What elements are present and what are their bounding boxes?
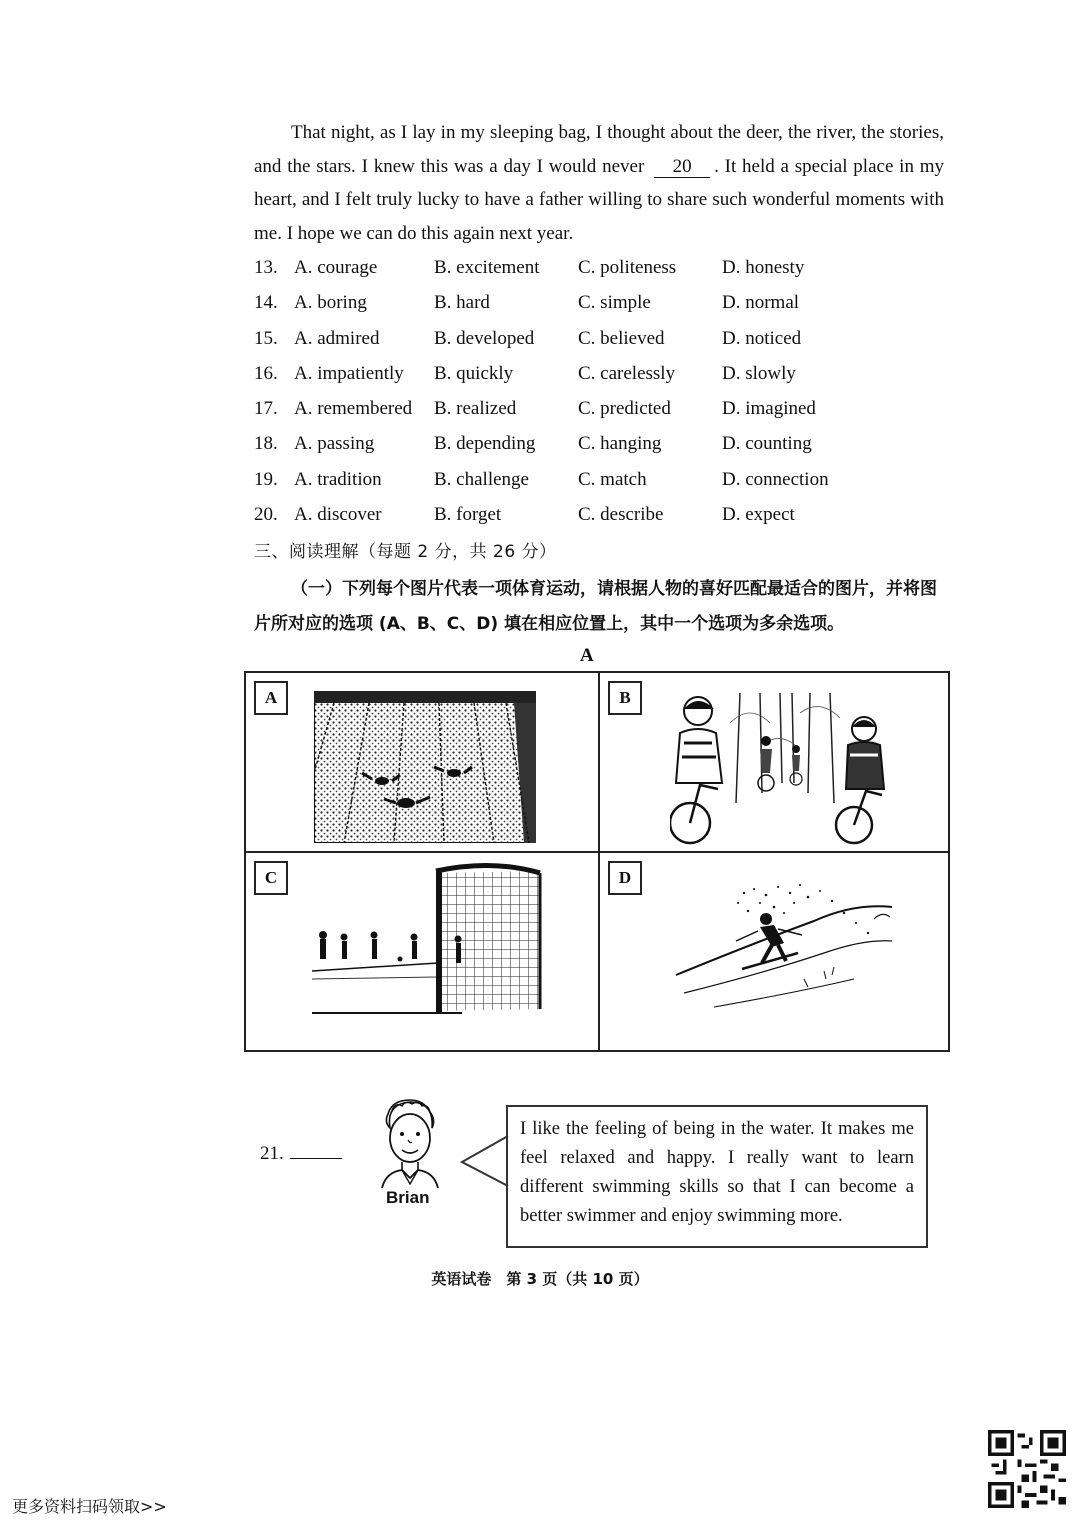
question-21 [260, 1143, 342, 1165]
option-d[interactable]: D. imagined [722, 398, 816, 420]
option-b[interactable]: B. hard [434, 292, 490, 314]
picture-d-label: D [608, 861, 642, 895]
option-b[interactable]: B. depending [434, 433, 536, 455]
option-a[interactable]: A. boring [294, 292, 367, 314]
blank-20: 20 [654, 157, 710, 178]
picture-c-label: C [254, 861, 288, 895]
option-a[interactable]: A. remembered [294, 398, 413, 420]
question-row [254, 429, 954, 464]
instruction-text: （一）下列每个图片代表一项体育运动，请根据人物的喜好匹配最适合的图片，并将图片所对应的选项 (A、B、C、D) 填在相应位置上，其中一个选项为多余选项。 [254, 579, 937, 634]
more-info-link[interactable]: 更多资料扫码领取>> [12, 1497, 167, 1516]
question-number: 13. [254, 257, 278, 278]
question-number: 20. [254, 504, 278, 526]
brian-name: Brian [386, 1188, 430, 1207]
option-b[interactable]: B. realized [434, 398, 517, 420]
option-d[interactable]: D. expect [722, 504, 795, 526]
soccer-goal-illustration [312, 859, 552, 1019]
option-c[interactable]: C. politeness [578, 257, 677, 278]
cycling-illustration [670, 693, 892, 845]
question-row [254, 253, 954, 288]
speech-text: I like the feeling of being in the water. It makes me feel relaxed and happy. I really want to learn different swimming skills so that I can become a better swimmer and enjoy swimming more. [520, 1119, 914, 1226]
option-b[interactable]: B. quickly [434, 362, 514, 384]
question-number: 18. [254, 433, 278, 455]
skiing-illustration [674, 883, 894, 1013]
option-c[interactable]: C. simple [578, 292, 651, 314]
option-d[interactable]: D. noticed [722, 327, 802, 349]
option-b[interactable]: B. forget [434, 504, 502, 526]
option-c[interactable]: C. describe [578, 504, 664, 526]
option-d[interactable]: D. connection [722, 468, 829, 490]
question-row [254, 465, 954, 500]
option-b[interactable]: B. excitement [434, 257, 540, 278]
option-a[interactable]: A. courage [294, 257, 378, 278]
picture-d [600, 853, 948, 1050]
picture-a [246, 673, 598, 851]
option-d[interactable]: D. normal [722, 292, 800, 314]
passage-text-2: . It held a special place in my heart, and I felt truly lucky to have a father willing to share such wonderful moments with me. I hope we can do this again next year. [254, 155, 945, 244]
option-c[interactable]: C. predicted [578, 398, 671, 420]
speech-bubble-tail [460, 1134, 510, 1194]
question-row [254, 394, 954, 429]
picture-c [246, 853, 598, 1050]
question-row [254, 324, 954, 359]
option-a[interactable]: A. admired [294, 327, 380, 349]
question-number: 17. [254, 398, 278, 420]
option-d[interactable]: D. slowly [722, 362, 796, 384]
option-c[interactable]: C. match [578, 468, 647, 490]
question-row [254, 288, 954, 323]
instruction [254, 572, 944, 642]
question-number: 19. [254, 468, 278, 490]
picture-b-label: B [608, 681, 642, 715]
question-row [254, 500, 954, 535]
option-a[interactable]: A. tradition [294, 468, 382, 490]
option-c[interactable]: C. believed [578, 327, 665, 349]
picture-grid [244, 671, 950, 1052]
swimming-pool-illustration [314, 691, 536, 843]
page-footer: 英语试卷 第 3 页（共 10 页） [431, 1270, 649, 1288]
picture-b [600, 673, 948, 851]
figure-label: A [580, 645, 594, 666]
answer-blank-21[interactable] [290, 1144, 342, 1159]
option-a[interactable]: A. discover [294, 504, 382, 526]
option-d[interactable]: D. honesty [722, 257, 805, 278]
qr-code-icon[interactable] [988, 1430, 1066, 1508]
picture-a-label: A [254, 681, 288, 715]
question-number: 15. [254, 327, 278, 349]
passage-paragraph [254, 116, 944, 250]
option-a[interactable]: A. passing [294, 433, 375, 455]
options-list [254, 253, 954, 535]
option-d[interactable]: D. counting [722, 433, 812, 455]
option-c[interactable]: C. carelessly [578, 362, 676, 384]
question-row [254, 359, 954, 394]
passage-text-1: That night, as I lay in my sleeping bag, I thought about the deer, the river, the stories, and the stars. I knew this was a day I would never [254, 122, 944, 177]
question-number: 16. [254, 362, 278, 384]
section-title: 三、阅读理解（每题 2 分，共 26 分） [254, 542, 557, 562]
question-21-number: 21. [260, 1143, 284, 1164]
speech-bubble [506, 1105, 928, 1248]
option-a[interactable]: A. impatiently [294, 362, 404, 384]
option-b[interactable]: B. challenge [434, 468, 529, 490]
option-c[interactable]: C. hanging [578, 433, 662, 455]
option-b[interactable]: B. developed [434, 327, 535, 349]
question-number: 14. [254, 292, 278, 314]
